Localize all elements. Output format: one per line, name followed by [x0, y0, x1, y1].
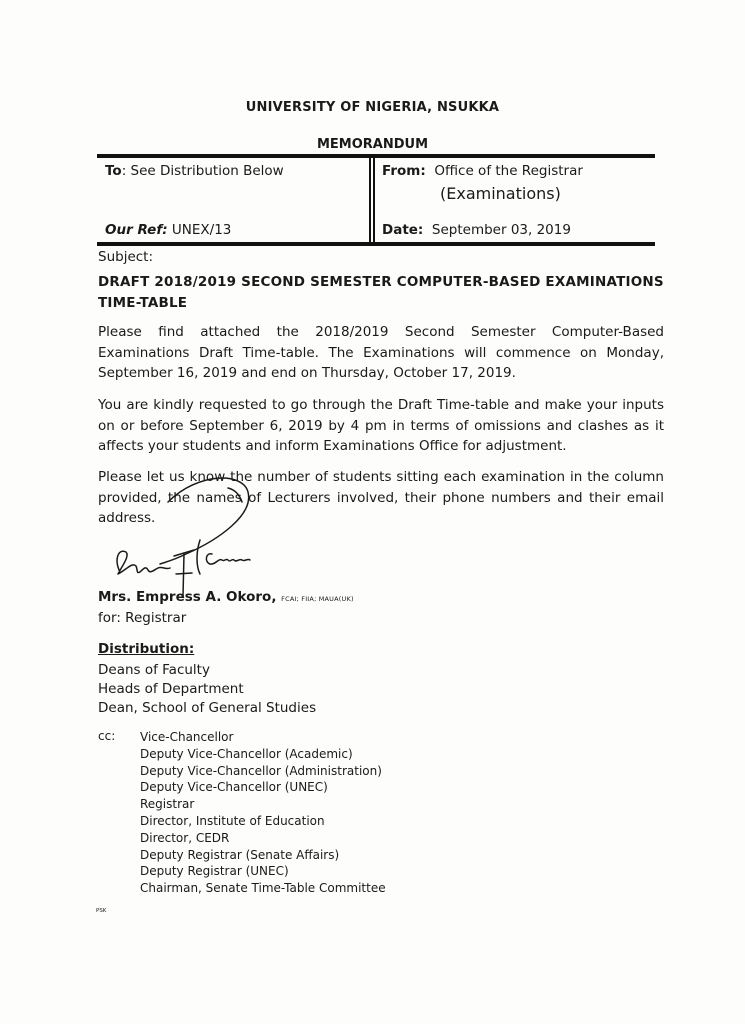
from-value-line2: (Examinations) [440, 184, 561, 203]
cc-item: Director, Institute of Education [140, 813, 325, 828]
signatory-qualifications: FCAI; FIIA; MAUA(UK) [281, 595, 354, 603]
cc-item: Deputy Registrar (UNEC) [140, 864, 289, 879]
signatory-name: Mrs. Empress A. Okoro, [98, 589, 277, 605]
memo-header-box [97, 154, 655, 248]
university-name: UNIVERSITY OF NIGERIA, NSUKKA [245, 100, 500, 115]
ref-label: Our Ref: [105, 222, 168, 238]
cc-item: Vice-Chancellor [140, 730, 234, 744]
signatory-name-line [98, 589, 354, 605]
cc-label: cc: [98, 729, 116, 743]
to-value: : See Distribution Below [121, 163, 284, 179]
typist-initials: PSK [96, 908, 107, 914]
cc-item: Deputy Registrar (Senate Affairs) [140, 847, 340, 862]
distribution-label: Distribution: [98, 641, 195, 657]
cc-item: Deputy Vice-Chancellor (Administration) [140, 763, 382, 778]
cc-item: Deputy Vice-Chancellor (Academic) [140, 746, 353, 761]
cc-list [140, 729, 386, 897]
distribution-item: Deans of Faculty [98, 662, 210, 678]
distribution-item: Heads of Department [98, 680, 244, 697]
handwritten-signature [108, 470, 278, 605]
to-label: To [105, 163, 122, 179]
cc-item: Chairman, Senate Time-Table Committee [140, 881, 386, 896]
date-line [382, 222, 571, 238]
paragraph-2: You are kindly requested to go through the Draft Time-table and make your inputs on or before September 6, 2019 by 4 pm in terms of omissions and clashes as it affects your students and inform Examinations Office for adjustment. [98, 397, 664, 454]
cc-item: Director, CEDR [140, 830, 230, 845]
from-value: Office of the Registrar [434, 163, 583, 179]
distribution-list [98, 661, 316, 717]
cc-item: Registrar [140, 797, 195, 812]
header-divider [369, 158, 375, 242]
header-bottom-rule [97, 242, 655, 246]
distribution-item: Dean, School of General Studies [98, 699, 317, 716]
date-label: Date: [382, 222, 424, 238]
date-value: September 03, 2019 [431, 222, 571, 238]
to-line [105, 163, 284, 179]
from-label: From: [382, 163, 426, 179]
subject-label: Subject: [98, 249, 154, 265]
memo-title: MEMORANDUM [316, 137, 429, 152]
subject-title: DRAFT 2018/2019 SECOND SEMESTER COMPUTER-BASED EXAMINATIONS TIME-TABLE [98, 274, 664, 311]
paragraph-1: Please find attached the 2018/2019 Second Semester Computer-Based Examinations Draft Time-table. The Examinations will commence on Monday, September 16, 2019 and end on Thursday, October 17, 2019. [98, 324, 664, 381]
header-top-rule [97, 154, 655, 158]
from-line [382, 163, 583, 179]
ref-value: UNEX/13 [171, 222, 232, 238]
signatory-for-line: for: Registrar [98, 610, 187, 626]
ref-line [105, 222, 231, 238]
paragraph-3: Please let us know the number of students sitting each examination in the column provided, the names of Lecturers involved, their phone numbers and their email address. [98, 469, 664, 526]
cc-item: Deputy Vice-Chancellor (UNEC) [140, 780, 328, 795]
